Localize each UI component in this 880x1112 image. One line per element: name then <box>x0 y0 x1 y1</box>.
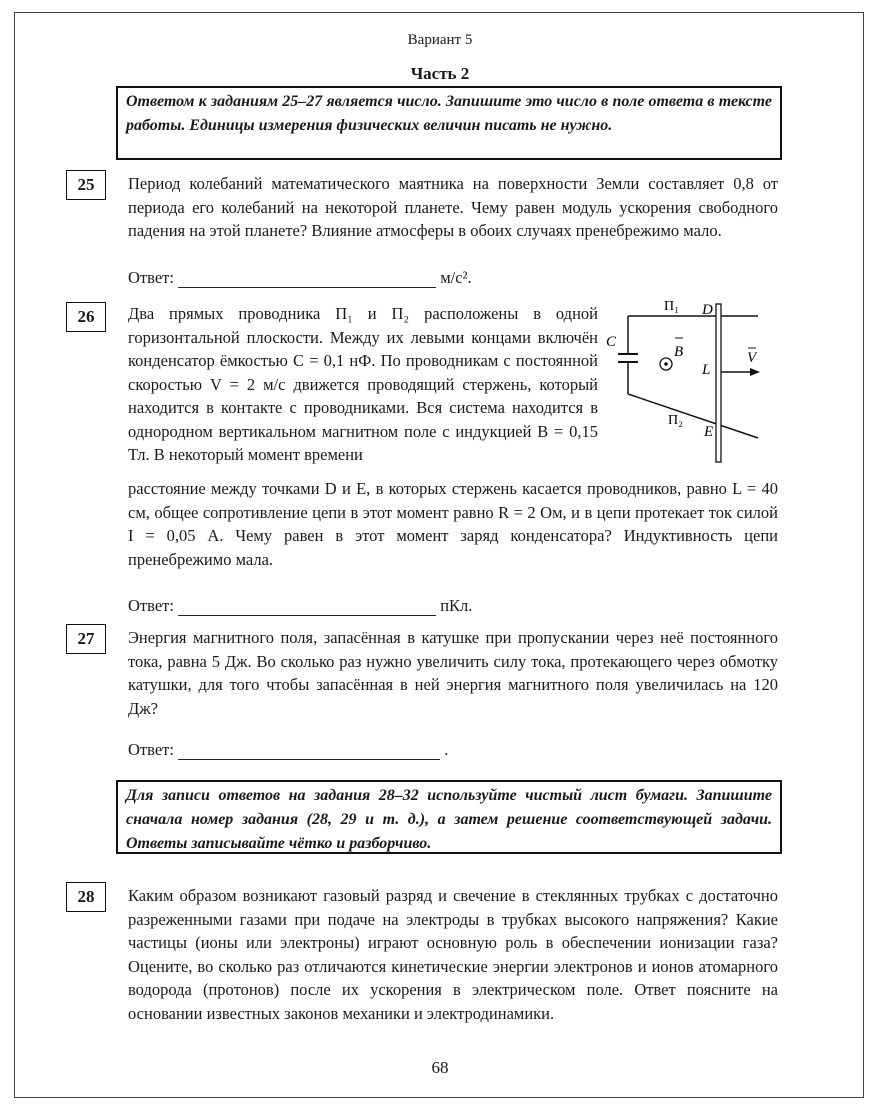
label-v: V <box>747 350 757 366</box>
label-p2: П₂ <box>668 413 683 428</box>
label-e: E <box>704 424 714 440</box>
label-b: B <box>674 344 684 360</box>
b-field-dot <box>664 362 668 366</box>
answer-label: Ответ: <box>128 740 174 759</box>
task-26-text-part1: Два прямых проводника П₁ и П₂ расположены в одной горизонтальной плоскости. Между их левыми концами включён конденсатор ёмкостью C = 0,1 нФ. По проводникам с постоянной скоростью V = 2 м/с движется проводящий стержень, который находится в контакте с проводниками. Вся система находится в однородном вертикальном магнитном поле с индукцией B = 0,15 Тл. В некоторый момент времени <box>128 304 598 464</box>
conductor-p2 <box>628 394 758 438</box>
task-number-28: 28 <box>66 882 106 912</box>
label-p1: П₁ <box>664 299 679 314</box>
task-25-text: Период колебаний математического маятника на поверхности Земли составляет 0,8 от периода его колебаний на некоторой планете. Чему равен модуль ускорения свободного падения на этой планете? Влияние атмосферы в обоих случаях пренебрежимо мало. <box>128 174 778 240</box>
answer-field-26[interactable] <box>178 599 436 616</box>
answer-field-25[interactable] <box>178 271 436 288</box>
circuit-diagram <box>600 290 780 470</box>
variant-header: Вариант 5 <box>407 32 473 48</box>
instructions-box-2: Для записи ответов на задания 28–32 используйте чистый лист бумаги. Запишите сначала номер задания (28, 29 и т. д.), а затем решение соответствующей задачи. Ответы записывайте чётко и разборчиво. <box>116 780 782 854</box>
answer-label: Ответ: <box>128 596 174 615</box>
velocity-arrow-head <box>750 368 760 376</box>
task-26-text-part2: расстояние между точками D и E, в которых стержень касается проводников, равно L = 40 см, общее сопротивление цепи в этот момент равно R = 2 Ом, и в цепи протекает ток силой I = 0,05 А. Чему равен в этот момент заряд конденсатора? Индуктивность цепи пренебрежимо мала. <box>128 479 778 569</box>
task-27-text: Энергия магнитного поля, запасённая в катушке при пропускании через неё постоянного тока, равна 5 Дж. Во сколько раз нужно увеличить силу тока, протекающего через обмотку катушки, для того чтобы запасённая в ней энергия магнитного поля увеличилась на 120 Дж? <box>128 628 778 718</box>
task-28-text: Каким образом возникают газовый разряд и свечение в стеклянных трубках с достаточно разреженными газами при подаче на электроды в трубках высокого напряжения? Какие частицы (ионы или электроны) играют основную роль в обеспечении ионизации газа? Оцените, во сколько раз отличаются кинетические энергии электронов и ионов атомарного водорода (протонов) после их ускорения в электрическом поле. Ответ поясните на основании известных законов механики и электродинамики. <box>128 886 778 1023</box>
answer-unit: пКл. <box>440 596 473 615</box>
answer-label: Ответ: <box>128 268 174 287</box>
page-number: 68 <box>431 1058 449 1077</box>
task-number-26: 26 <box>66 302 106 332</box>
answer-unit: м/с². <box>440 268 472 287</box>
task-number-25: 25 <box>66 170 106 200</box>
task-number-27: 27 <box>66 624 106 654</box>
label-l: L <box>702 362 711 378</box>
part-title: Часть 2 <box>410 64 470 83</box>
task-26-answer <box>128 596 472 616</box>
label-c: C <box>606 334 617 350</box>
answer-field-27[interactable] <box>178 743 440 760</box>
answer-unit: . <box>444 740 449 759</box>
instructions-box-1: Ответом к заданиям 25–27 является число. Запишите это число в поле ответа в тексте работы. Единицы измерения физических величин писать не нужно. <box>116 86 782 160</box>
task-25-answer <box>128 268 472 288</box>
label-d: D <box>702 302 713 318</box>
conducting-rod <box>716 304 721 462</box>
task-27-answer <box>128 740 448 760</box>
